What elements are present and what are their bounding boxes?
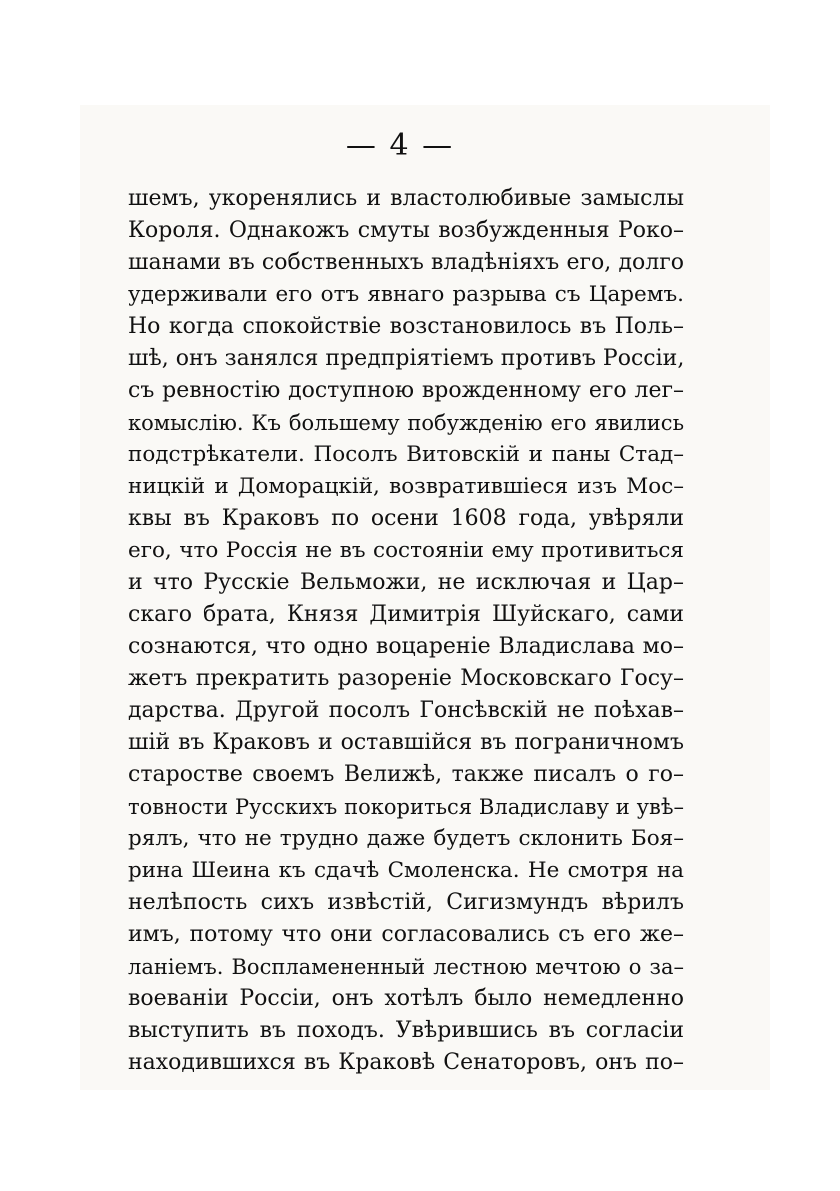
- text-line: Короля. Однакожъ смуты возбужденныя Роко–: [128, 218, 684, 243]
- text-line: шѣ, онъ занялся предпріятіемъ противъ Россіи,: [128, 346, 685, 371]
- text-line: комыслію. Къ большему побужденію его явились: [128, 411, 684, 435]
- text-line: нелѣпость сихъ извѣстій, Сигизмундъ вѣрилъ: [128, 890, 684, 915]
- text-line: и что Русскіе Вельможи, не исключая и Цар–: [128, 570, 684, 595]
- text-line: старостве своемъ Велижѣ, также писалъ о го–: [128, 762, 684, 787]
- text-line: выступить въ походъ. Увѣрившись въ согласіи: [128, 1018, 684, 1043]
- text-line: рялъ, что не трудно даже будетъ склонить Боя–: [128, 826, 684, 851]
- text-line: его, что Россія не въ состояніи ему противиться: [128, 538, 684, 563]
- text-line: съ ревностію доступною врожденному его лег–: [128, 378, 684, 403]
- text-line: имъ, потому что они согласовались съ его же–: [128, 922, 684, 947]
- page-number: — 4 —: [345, 128, 455, 163]
- text-line: шемъ, укоренялись и властолюбивые замыслы: [128, 186, 684, 211]
- body-text: [128, 183, 684, 1079]
- text-line: ланіемъ. Воспламененный лестною мечтою о за–: [128, 955, 684, 979]
- text-line: воеваніи Россіи, онъ хотѣлъ было немедленно: [128, 986, 684, 1011]
- text-line: ницкій и Доморацкій, возвратившіеся изъ Мос–: [128, 474, 684, 499]
- text-line: жетъ прекратить разореніе Московскаго Госу–: [128, 666, 684, 691]
- text-line: шанами въ собственныхъ владѣніяхъ его, долго: [128, 250, 684, 275]
- text-line: квы въ Краковъ по осени 1608 года, увѣряли: [128, 506, 684, 531]
- text-line: сознаются, что одно воцареніе Владислава мо–: [128, 634, 684, 659]
- text-line: подстрѣкатели. Посолъ Витовскій и паны Стад–: [128, 442, 684, 467]
- text-line: скаго брата, Князя Димитрія Шуйскаго, сами: [128, 602, 684, 627]
- text-line: Но когда спокойствіе возстановилось въ Поль–: [128, 314, 684, 339]
- text-line: шій въ Краковъ и оставшійся въ пограничномъ: [128, 730, 684, 755]
- text-line: удерживали его отъ явнаго разрыва съ Царемъ.: [128, 282, 684, 307]
- text-line: товности Русскихъ покориться Владиславу и увѣ–: [128, 795, 684, 819]
- text-line: находившихся въ Краковѣ Сенаторовъ, онъ по–: [128, 1050, 684, 1075]
- text-line: рина Шеина къ сдачѣ Смоленска. Не смотря на: [128, 858, 684, 883]
- text-line: дарства. Другой посолъ Гонсѣвскій не поѣхав–: [128, 698, 684, 723]
